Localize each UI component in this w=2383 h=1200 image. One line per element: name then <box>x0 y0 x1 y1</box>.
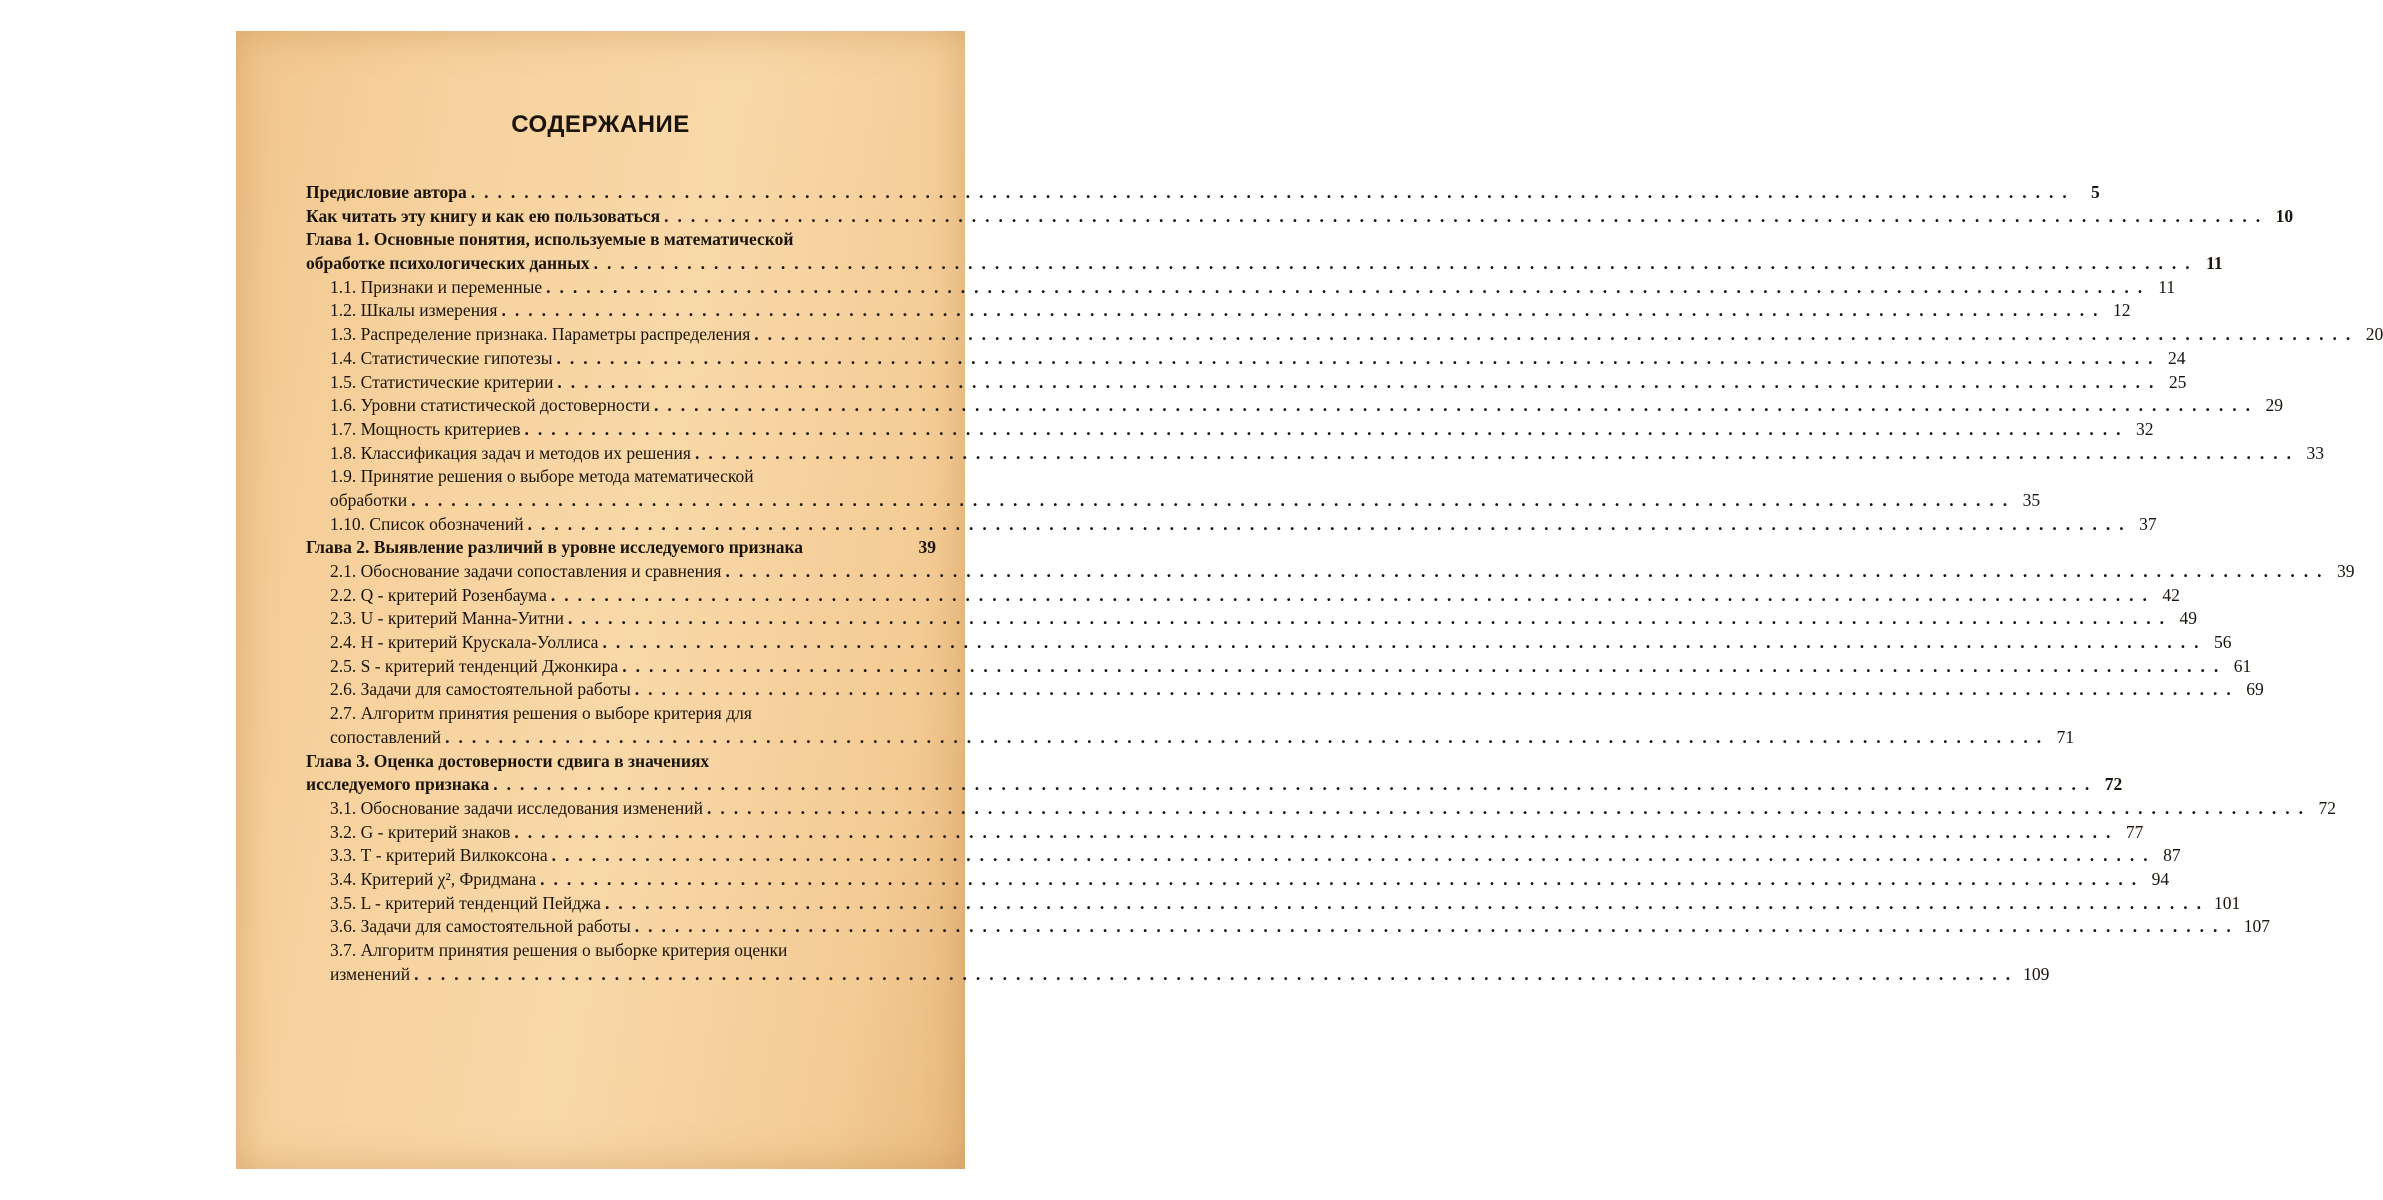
toc-entry <box>306 655 2252 679</box>
dot-leader: ........................................................................................................................ <box>501 300 2107 321</box>
toc-entry <box>306 276 2176 300</box>
dot-leader: ........................................................................................................................ <box>754 324 2360 345</box>
toc-page-number: 72 <box>2318 797 2336 818</box>
dot-leader: ........................................................................................................................ <box>493 774 2099 795</box>
toc-entry-text: 2.2. Q - критерий Розенбаума <box>330 584 547 605</box>
dot-leader: ........................................................................................................................ <box>551 845 2157 866</box>
toc-page-number: 29 <box>2265 395 2283 416</box>
toc-page-number: 11 <box>2158 276 2176 297</box>
toc-entry <box>306 347 2186 371</box>
toc-entry-text: 3.2. G - критерий знаков <box>330 821 511 842</box>
toc-entry-text: 3.6. Задачи для самостоятельной работы <box>330 916 631 937</box>
toc-entry <box>306 963 2050 987</box>
page-title: СОДЕРЖАНИЕ <box>511 111 690 138</box>
toc-entry-text: 1.3. Распределение признака. Параметры распределения <box>330 324 751 345</box>
dot-leader: ........................................................................................................................ <box>654 395 2259 416</box>
toc-entry-text: 3.4. Критерий χ², Фридмана <box>330 868 537 889</box>
toc-entry-text: 2.1. Обоснование задачи сопоставления и сравнения <box>330 561 722 581</box>
dot-leader: ........................................................................................................................ <box>557 371 2163 392</box>
toc-entry <box>306 607 2197 631</box>
dot-leader: ........................................................................................................................ <box>556 347 2162 368</box>
toc-entry <box>306 228 936 252</box>
toc-page-number: 69 <box>2246 679 2264 700</box>
dot-leader: ........................................................................................................................ <box>524 418 2130 439</box>
toc-entry-text: Предисловие автора <box>306 182 467 202</box>
dot-leader: ........................................................................................................................ <box>593 253 2199 274</box>
toc-entry <box>306 892 2241 916</box>
toc-entry-text: 1.7. Мощность критериев <box>330 418 521 439</box>
toc-page-number: 109 <box>2023 963 2050 984</box>
dot-leader: ........................................................................................................................ <box>414 963 2020 984</box>
dot-leader: ........................................................................................................................ <box>622 655 2228 676</box>
dot-leader: ........................................................................................................................ <box>546 276 2152 297</box>
toc-entry <box>306 631 2232 655</box>
toc-entry-text: Как читать эту книгу и как ею пользоваться <box>306 205 661 226</box>
toc-entry <box>306 939 936 963</box>
toc-entry-text: изменений <box>330 963 411 984</box>
dot-leader: ........................................................................................................................ <box>470 182 2076 202</box>
toc-entry <box>306 750 936 774</box>
toc-entry <box>306 323 2383 347</box>
toc-page-number: 35 <box>2022 489 2041 510</box>
toc-entry-text: 1.6. Уровни статистической достоверности <box>330 395 650 416</box>
toc-entry-text: 2.7. Алгоритм принятия решения о выборе критерия для <box>330 703 752 724</box>
toc-entry-text: 3.7. Алгоритм принятия решения о выборке критерия оценки <box>330 940 788 960</box>
toc-entry-text: 3.5. L - критерий тенденций Пейджа <box>330 892 601 913</box>
toc-entry-text: 1.8. Классификация задач и методов их решения <box>330 442 691 463</box>
dot-leader: ........................................................................................................................ <box>550 584 2156 605</box>
toc-entry <box>306 418 2154 442</box>
toc-page-number: 42 <box>2162 584 2180 605</box>
book-page <box>236 31 2383 1169</box>
toc-entry-text: 1.1. Признаки и переменные <box>330 276 543 297</box>
toc-page-number: 5 <box>2091 182 2100 202</box>
toc-entry <box>306 513 2157 537</box>
toc-entry <box>306 560 2355 584</box>
toc-page-number: 25 <box>2168 371 2187 392</box>
toc-entry <box>306 726 2075 750</box>
toc-page-number: 20 <box>2365 324 2383 345</box>
toc-entry <box>306 465 936 489</box>
toc-page-number: 39 <box>918 537 936 558</box>
dot-leader: ........................................................................................................................ <box>634 916 2240 937</box>
toc-entry-text: 1.4. Статистические гипотезы <box>330 347 553 368</box>
toc-entry <box>306 536 936 560</box>
toc-entry <box>306 442 2324 466</box>
toc-page-number: 56 <box>2213 632 2232 653</box>
dot-leader: ........................................................................................................................ <box>445 726 2051 747</box>
toc-entry <box>306 181 2100 205</box>
toc-page-number: 32 <box>2135 418 2154 439</box>
dot-leader: ........................................................................................................................ <box>602 632 2208 653</box>
toc-entry <box>306 252 2223 276</box>
toc-entry-text: исследуемого признака <box>306 774 490 795</box>
table-of-contents <box>306 181 2383 986</box>
toc-entry <box>306 702 936 726</box>
toc-page-number: 37 <box>2139 513 2157 534</box>
toc-page-number: 11 <box>2206 253 2223 274</box>
toc-page-number: 94 <box>2151 868 2170 889</box>
toc-page-number: 107 <box>2243 916 2270 937</box>
toc-entry-text: обработки <box>330 489 408 510</box>
dot-leader: ........................................................................................................................ <box>706 797 2312 818</box>
toc-entry-text: 2.4. Н - критерий Крускала-Уоллиса <box>330 632 599 653</box>
toc-page-number: 24 <box>2168 347 2186 368</box>
dot-leader: ........................................................................................................................ <box>664 205 2270 226</box>
toc-page-number: 61 <box>2233 655 2252 676</box>
toc-entry-text: 1.9. Принятие решения о выборе метода математической <box>330 466 754 487</box>
dot-leader: ........................................................................................................................ <box>514 821 2120 842</box>
toc-entry <box>306 868 2170 892</box>
toc-entry-text: 3.1. Обоснование задачи исследования изменений <box>330 797 703 818</box>
toc-entry <box>306 394 2283 418</box>
toc-entry-text: 1.5. Статистические критерии <box>330 371 554 392</box>
toc-entry-text: Глава 2. Выявление различий в уровне исследуемого признака <box>306 537 804 558</box>
dot-leader: ........................................................................................................................ <box>527 513 2133 534</box>
dot-leader: ........................................................................................................................ <box>604 892 2210 913</box>
toc-entry <box>306 489 2041 513</box>
toc-entry <box>306 797 2336 821</box>
toc-page-number: 77 <box>2125 821 2144 842</box>
dot-leader: ........................................................................................................................ <box>540 868 2146 889</box>
toc-entry <box>306 844 2181 868</box>
toc-page-number: 49 <box>2179 608 2197 629</box>
toc-entry <box>306 773 2123 797</box>
toc-entry-text: Глава 1. Основные понятия, используемые в математической <box>306 229 794 250</box>
toc-page-number: 39 <box>2336 561 2355 581</box>
toc-entry <box>306 821 2144 845</box>
toc-entry-text: 1.2. Шкалы измерения <box>330 300 498 321</box>
toc-entry <box>306 299 2131 323</box>
toc-entry <box>306 205 2294 229</box>
toc-entry-text: 1.10. Список обозначений <box>330 513 524 534</box>
toc-entry-text: 2.6. Задачи для самостоятельной работы <box>330 679 631 700</box>
dot-leader: ........................................................................................................................ <box>694 442 2300 463</box>
toc-entry <box>306 915 2270 939</box>
toc-entry-text: обработке психологических данных <box>306 253 590 274</box>
toc-entry-text: Глава 3. Оценка достоверности сдвига в значениях <box>306 750 710 771</box>
toc-entry <box>306 371 2187 395</box>
toc-page-number: 10 <box>2275 205 2294 226</box>
toc-page-number: 33 <box>2306 442 2324 463</box>
toc-entry-text: 2.5. S - критерий тенденций Джонкира <box>330 655 619 676</box>
toc-page-number: 87 <box>2163 845 2181 866</box>
toc-entry-text: сопоставлений <box>330 726 442 747</box>
toc-page-number: 72 <box>2104 774 2123 795</box>
dot-leader: ........................................................................................................................ <box>411 489 2017 510</box>
dot-leader: ........................................................................................................................ <box>634 679 2240 700</box>
toc-entry-text: 3.3. Т - критерий Вилкоксона <box>330 845 548 866</box>
toc-entry <box>306 584 2180 608</box>
dot-leader: ........................................................................................................................ <box>567 608 2173 629</box>
dot-leader: ........................................................................................................................ <box>725 561 2331 581</box>
toc-entry <box>306 678 2264 702</box>
toc-page-number: 101 <box>2213 892 2241 913</box>
toc-entry-text: 2.3. U - критерий Манна-Уитни <box>330 608 564 629</box>
toc-page-number: 12 <box>2112 300 2131 321</box>
toc-page-number: 71 <box>2056 726 2075 747</box>
